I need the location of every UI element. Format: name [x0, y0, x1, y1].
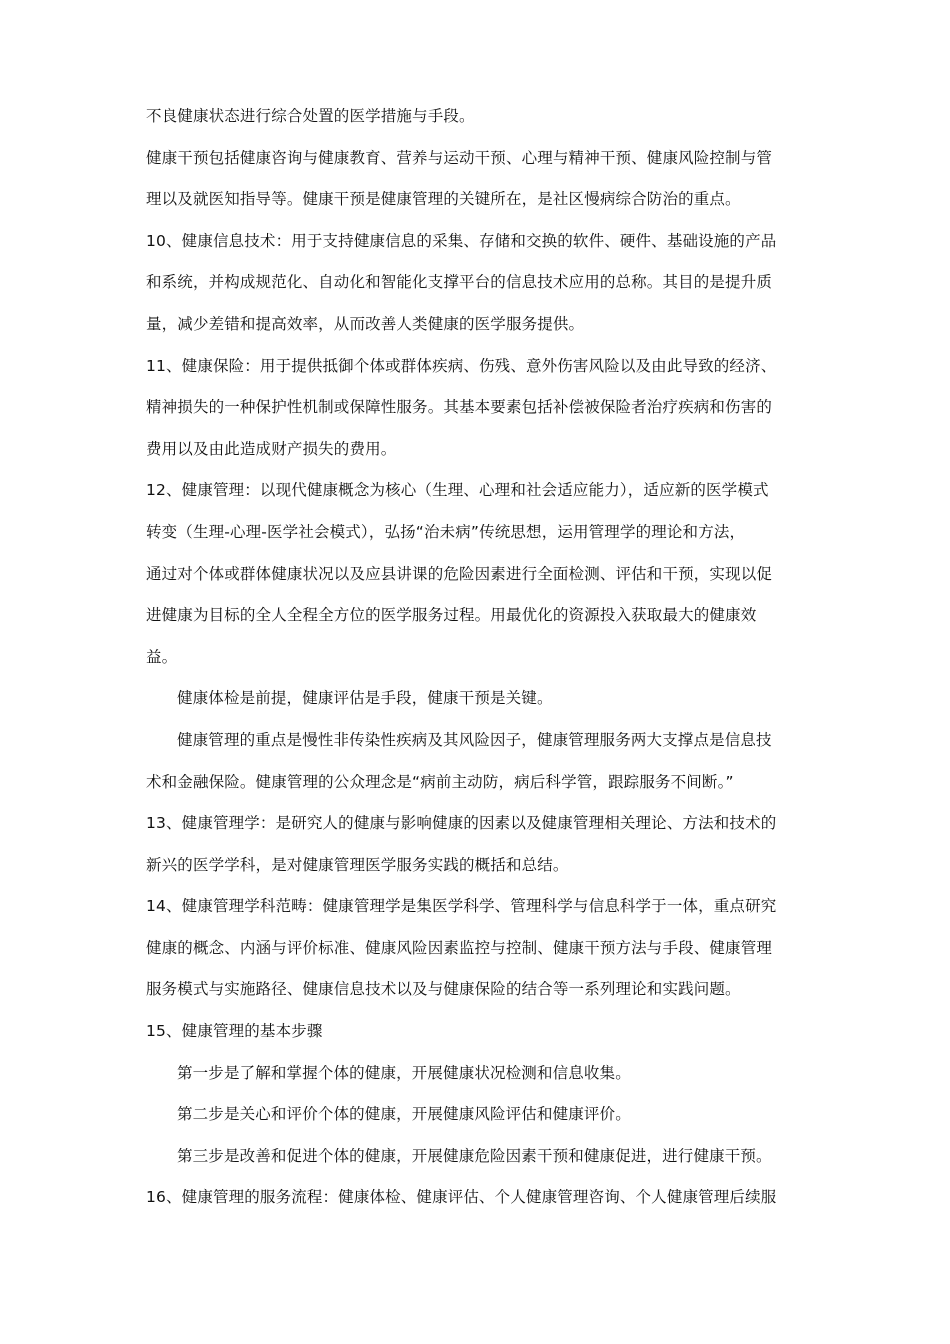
text-line: 精神损失的一种保护性机制或保障性服务。其基本要素包括补偿被保险者治疗疾病和伤害的: [146, 398, 773, 417]
text-line: 新兴的医学学科，是对健康管理医学服务实践的概括和总结。: [146, 855, 569, 874]
text-line: 健康干预包括健康咨询与健康教育、营养与运动干预、心理与精神干预、健康风险控制与管: [146, 148, 773, 167]
text-line: 转变（生理-心理-医学社会模式），弘扬“治未病”传统思想，运用管理学的理论和方法，: [146, 522, 746, 541]
text-line: 16、健康管理的服务流程：健康体检、健康评估、个人健康管理咨询、个人健康管理后续服: [146, 1188, 777, 1207]
text-line: 服务模式与实施路径、健康信息技术以及与健康保险的结合等一系列理论和实践问题。: [146, 980, 741, 999]
text-line: 第三步是改善和促进个体的健康，开展健康危险因素干预和健康促进，进行健康干预。: [177, 1146, 772, 1165]
text-line: 费用以及由此造成财产损失的费用。: [146, 439, 397, 458]
text-line: 15、健康管理的基本步骤: [146, 1022, 323, 1041]
text-line: 不良健康状态进行综合处置的医学措施与手段。: [146, 107, 475, 125]
text-line: 术和金融保险。健康管理的公众理念是“病前主动防，病后科学管，跟踪服务不间断。”: [146, 772, 734, 791]
text-line: 健康管理的重点是慢性非传染性疾病及其风险因子，健康管理服务两大支撑点是信息技: [177, 730, 772, 749]
text-line: 量，减少差错和提高效率，从而改善人类健康的医学服务提供。: [146, 314, 585, 333]
text-line: 理以及就医知指导等。健康干预是健康管理的关键所在，是社区慢病综合防治的重点。: [146, 190, 741, 209]
text-line: 健康的概念、内涵与评价标准、健康风险因素监控与控制、健康干预方法与手段、健康管理: [146, 938, 773, 957]
text-line: 第二步是关心和评价个体的健康，开展健康风险评估和健康评价。: [177, 1105, 631, 1124]
text-line: 14、健康管理学科范畴：健康管理学是集医学科学、管理科学与信息科学于一体，重点研究: [146, 897, 777, 916]
text-line: 益。: [146, 647, 178, 666]
text-line: 10、健康信息技术：用于支持健康信息的采集、存储和交换的软件、硬件、基础设施的产品: [146, 231, 777, 250]
text-line: 健康体检是前提，健康评估是手段，健康干预是关键。: [177, 689, 553, 708]
text-line: 11、健康保险：用于提供抵御个体或群体疾病、伤残、意外伤害风险以及由此导致的经济、: [146, 356, 777, 375]
text-line: 和系统，并构成规范化、自动化和智能化支撑平台的信息技术应用的总称。其目的是提升质: [146, 273, 773, 292]
text-line: 12、健康管理：以现代健康概念为核心（生理、心理和社会适应能力），适应新的医学模式: [146, 481, 769, 500]
text-line: 通过对个体或群体健康状况以及应县讲课的危险因素进行全面检测、评估和干预，实现以促: [146, 564, 773, 583]
text-line: 13、健康管理学：是研究人的健康与影响健康的因素以及健康管理相关理论、方法和技术的: [146, 814, 777, 833]
document-page: [146, 106, 822, 1229]
text-line: 第一步是了解和掌握个体的健康，开展健康状况检测和信息收集。: [177, 1063, 631, 1082]
text-line: 进健康为目标的全人全程全方位的医学服务过程。用最优化的资源投入获取最大的健康效: [146, 606, 757, 625]
